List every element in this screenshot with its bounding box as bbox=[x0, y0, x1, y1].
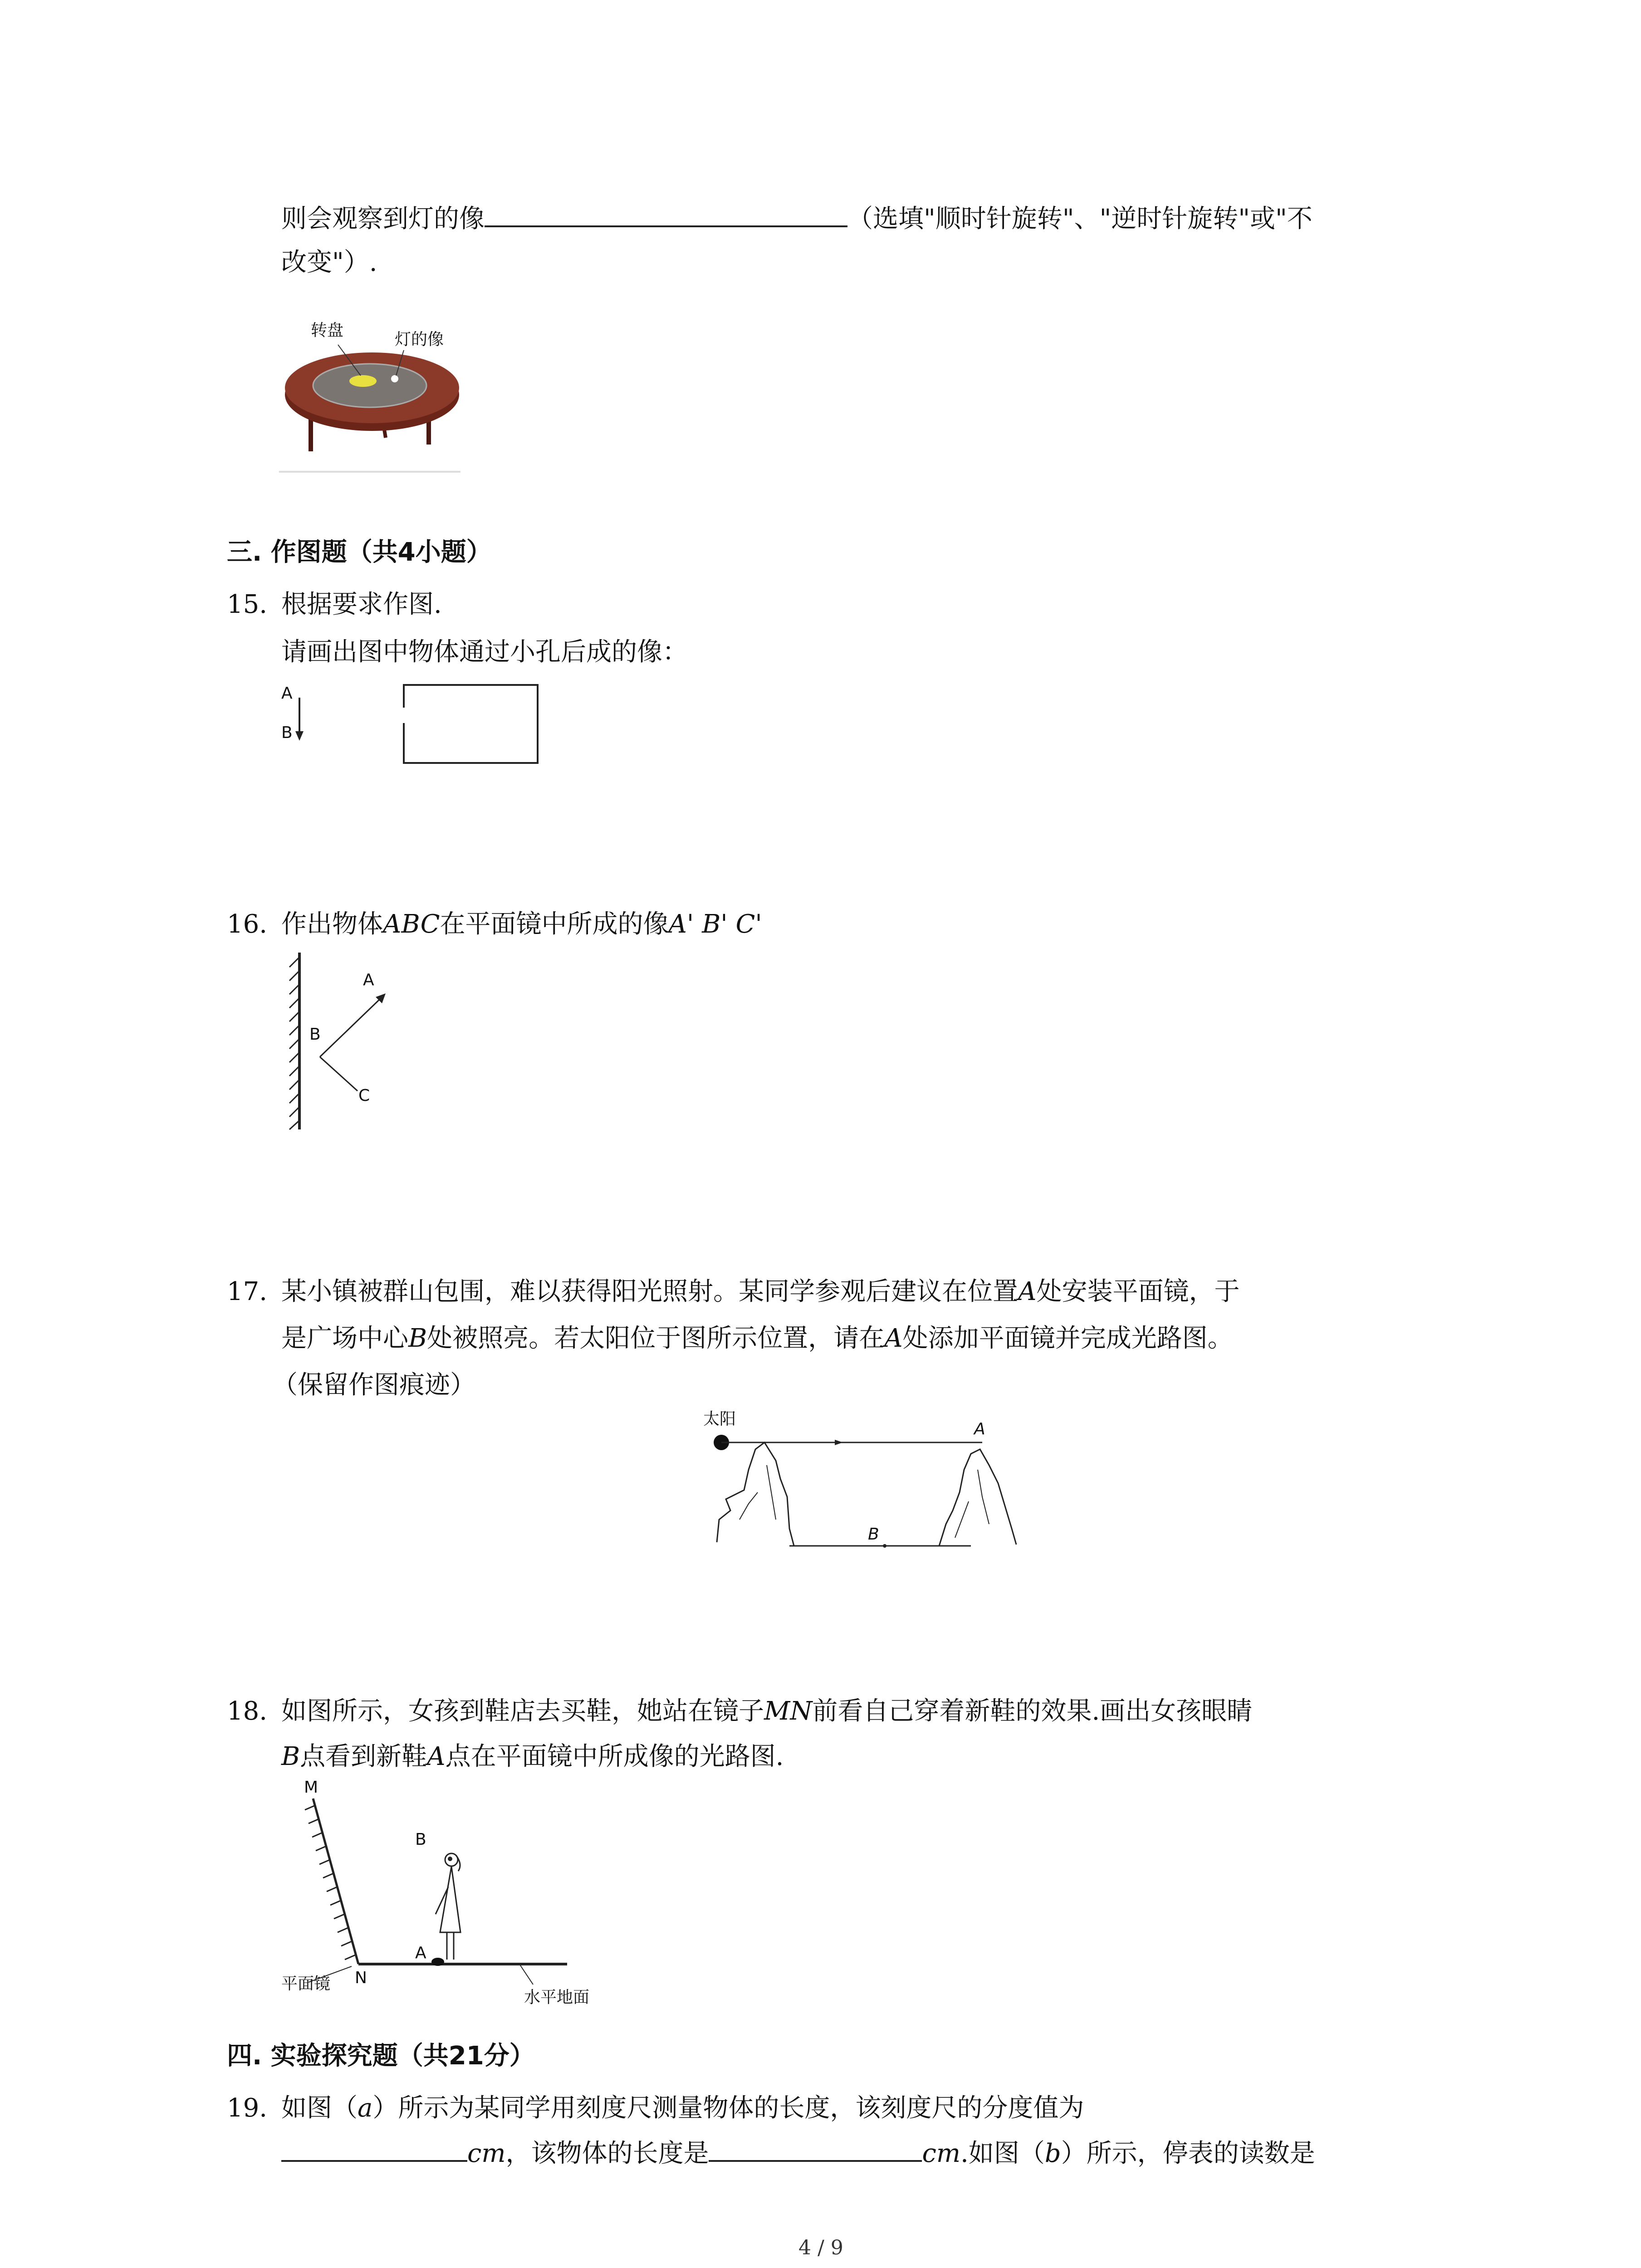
q15-number: 15. bbox=[227, 590, 268, 619]
mirror-label-n: N bbox=[355, 1969, 367, 1987]
pinhole-figure bbox=[281, 680, 544, 771]
sun-mountain-figure bbox=[699, 1402, 1043, 1565]
point-b-label: B bbox=[868, 1525, 879, 1544]
q17-line3: （保留作图痕迹） bbox=[272, 1370, 475, 1400]
turntable-label: 转盘 bbox=[311, 321, 344, 340]
q17-line1: 某小镇被群山包围，难以获得阳光照射。某同学参观后建议在位置A处安装平面镜，于 bbox=[281, 1277, 1240, 1306]
page-number: 4 / 9 bbox=[798, 2236, 843, 2259]
q17-number: 17. bbox=[227, 1277, 268, 1306]
q19-number: 19. bbox=[227, 2093, 268, 2123]
mirror-caption: 平面镜 bbox=[281, 1975, 331, 1993]
q15-sub: 请画出图中物体通过小孔后成的像： bbox=[281, 637, 688, 667]
q18-line1: 如图所示，女孩到鞋店去买鞋，她站在镜子MN前看自己穿着新鞋的效果.画出女孩眼睛 bbox=[281, 1696, 1253, 1726]
mirror-abc-label-c: C bbox=[358, 1086, 370, 1105]
section3-heading: 三. 作图题（共4小题） bbox=[227, 538, 492, 567]
q14-line1 bbox=[281, 197, 1313, 241]
section4-heading: 四. 实验探究题（共21分） bbox=[227, 2041, 535, 2071]
q15-text: 根据要求作图. bbox=[281, 590, 442, 619]
q16-text: 作出物体ABC在平面镜中所成的像A' B' C' bbox=[281, 909, 762, 939]
q14-text-pre: 则会观察到灯的像 bbox=[281, 204, 485, 234]
mirror-abc-label-a: A bbox=[363, 971, 374, 989]
eye-label-b: B bbox=[415, 1830, 426, 1849]
q19-blank-length[interactable] bbox=[709, 2133, 922, 2162]
point-a-label: A bbox=[974, 1420, 985, 1438]
q19-blank-division[interactable] bbox=[281, 2133, 467, 2162]
pinhole-label-b: B bbox=[281, 723, 293, 742]
q14-answer-blank[interactable] bbox=[485, 198, 847, 227]
q18-number: 18. bbox=[227, 1696, 268, 1726]
q18-line2: B点看到新鞋A点在平面镜中所成像的光路图. bbox=[281, 1742, 784, 1771]
q14-text-post: （选填"顺时针旋转"、"逆时针旋转"或"不 bbox=[847, 204, 1313, 234]
sun-label: 太阳 bbox=[703, 1410, 736, 1428]
q17-line2: 是广场中心B处被照亮。若太阳位于图所示位置，请在A处添加平面镜并完成光路图。 bbox=[281, 1324, 1233, 1353]
pinhole-label-a: A bbox=[281, 684, 293, 703]
mirror-label-m: M bbox=[304, 1778, 318, 1797]
ground-caption: 水平地面 bbox=[524, 1988, 590, 2007]
q14-line2: 改变"）. bbox=[281, 248, 377, 277]
shoe-mirror-figure bbox=[277, 1778, 603, 2014]
q16-number: 16. bbox=[227, 909, 268, 939]
mirror-abc-label-b: B bbox=[309, 1025, 321, 1044]
turntable-figure bbox=[279, 318, 465, 476]
q19-line2: cm，该物体的长度是 cm.如图（b）所示，停表的读数是 bbox=[281, 2132, 1315, 2175]
q19-line1: 如图（a）所示为某同学用刻度尺测量物体的长度，该刻度尺的分度值为 bbox=[281, 2093, 1084, 2123]
lamp-image-label: 灯的像 bbox=[395, 330, 444, 349]
shoe-label-a: A bbox=[415, 1944, 426, 1962]
mirror-abc-figure bbox=[272, 948, 417, 1139]
